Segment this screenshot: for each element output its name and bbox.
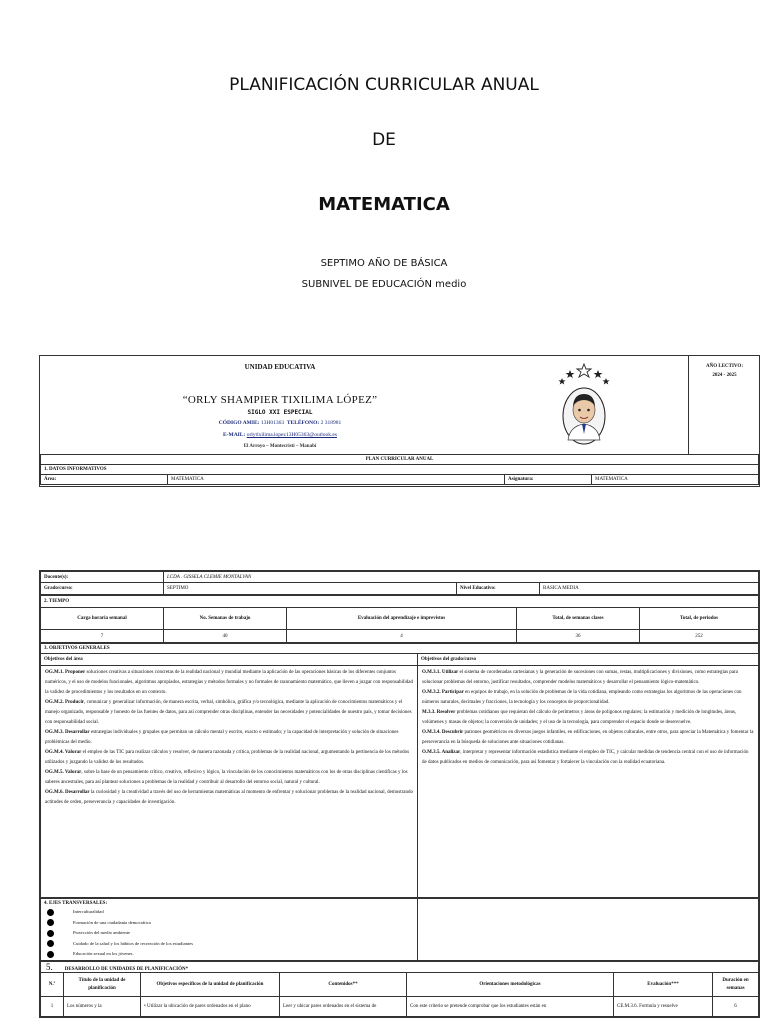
desarrollo-header-contenidos: Contenidos** bbox=[280, 973, 407, 997]
objetivos-grado-header: Objetivos del grado/curso bbox=[418, 654, 759, 666]
ejes-empty-cell bbox=[418, 899, 759, 961]
plan-details-box bbox=[39, 570, 760, 1018]
area-label: Área: bbox=[41, 475, 168, 485]
objetivo-grado-item: O.M.3.1. Utilizar el sistema de coordenadas cartesianas y la generación de sucesiones con sumas, restas, multiplicaciones y divisiones, como estrategias para solucionar problemas del entorno, justificar resultados, comprender modelos matemáticos y desarrollar el pensamiento lógico-matemático. bbox=[422, 670, 738, 685]
ejes-list bbox=[44, 907, 414, 960]
tiempo-header-carga: Carga horaria semanal bbox=[41, 608, 164, 630]
objetivo-grado-item: O.M.3.4. Descubrir patrones geométricos en diversos juegos infantiles, en edificaciones, en objetos culturales, entre otros, para apreciar la Matemática y fomentar la perseverancia en la búsqueda de soluciones ante situaciones cotidianas. bbox=[422, 730, 754, 745]
tiempo-header-total-periodos: Total, de periodos bbox=[640, 608, 759, 630]
anio-lectivo: AÑO LECTIVO: 2024 - 2025 bbox=[706, 364, 743, 378]
objetivos-grado-list bbox=[418, 666, 759, 898]
objetivos-heading: 3. OBJETIVOS GENERALES bbox=[41, 644, 759, 654]
objetivo-area-item: OG.M.6. Desarrollar la curiosidad y la creatividad a través del uso de herramientas matemáticas al momento de enfrentar y solucionar problemas de la realidad nacional, demostrando actitudes de orden, perseverancia y capacidades de investigación. bbox=[45, 790, 413, 805]
cover-sublevel: SUBNIVEL DE EDUCACIÓN medio bbox=[301, 279, 467, 290]
objetivo-grado-item: O.M.3.2. Participar en equipos de trabajo, en la solución de problemas de la vida cotidiana, empleando como estrategias los algoritmos de las operaciones con números naturales, decimales y fracciones, la tecnología y los conceptos de proporcionalidad. bbox=[422, 690, 742, 705]
docente-value: LCDA . GISSELA CLEMIE MONTALVAN bbox=[164, 572, 759, 583]
school-address: El Arroyo – Montecristi – Manabí bbox=[243, 444, 317, 449]
cover-subject: MATEMATICA bbox=[318, 194, 450, 215]
tiempo-table bbox=[40, 595, 759, 643]
desarrollo-heading-cell bbox=[41, 962, 759, 973]
objetivo-area-item: OG.M.4. Valorar el empleo de las TIC para realizar cálculos y resolver, de manera razonada y crítica, problemas de la realidad nacional, argumentando la pertinencia de los métodos utilizados y juzgando la validez de los resultados. bbox=[45, 750, 410, 765]
desarrollo-header-orientaciones: Orientaciones metodológicas bbox=[407, 973, 614, 997]
school-codigo: CÓDIGO AMIE: 13H01363 TELÉFONO: 2 318981 bbox=[218, 420, 342, 426]
tiempo-heading: 2. TIEMPO bbox=[41, 596, 759, 608]
docente-label: Docente(s): bbox=[41, 572, 164, 583]
tiempo-value-carga: 7 bbox=[41, 630, 164, 643]
cover-title-line2: DE bbox=[372, 130, 396, 150]
grado-value: SEPTIMO bbox=[164, 583, 457, 595]
desarrollo-cell-contenidos: Leer y ubicar pares ordenados en el sistema de bbox=[280, 997, 407, 1017]
school-info bbox=[40, 356, 520, 454]
school-logo-icon bbox=[556, 362, 612, 446]
objetivo-area-item: OG.M.3. Desarrollar estrategias individuales y grupales que permitan un cálculo mental y escrito, exacto o estimado; y la capacidad de interpretación y solución de situaciones problémicas del medio. bbox=[45, 730, 399, 745]
desarrollo-cell-duracion: 6 bbox=[713, 997, 759, 1017]
objetivo-grado-item: M.3.3. Resolver problemas cotidianos que requieran del cálculo de perímetros y áreas de polígonos regulares; la estimación y medición de longitudes, áreas, volúmenes y masas de objetos; la conversión de unidades; y el uso de la tecnología, para comprender el espacio donde se desenvuelve. bbox=[422, 710, 737, 725]
asignatura-value: MATEMATICA bbox=[592, 475, 759, 485]
school-email: E-MAIL: orlytlxilima.lopez13H05363@outlook.es bbox=[223, 432, 337, 438]
desarrollo-header-titulo: Título de la unidad de planificación bbox=[64, 973, 141, 997]
eje-item: Educación sexual en los jóvenes. bbox=[47, 949, 414, 960]
desarrollo-cell-objetivos: • Utilizar la ubicación de pares ordenados en el plano bbox=[141, 997, 280, 1017]
eje-item: Formación de una ciudadanía democrática bbox=[47, 918, 414, 929]
desarrollo-cell-numero: 1 bbox=[41, 997, 64, 1017]
tiempo-value-evaluacion: 4 bbox=[287, 630, 517, 643]
desarrollo-table bbox=[40, 961, 759, 1017]
desarrollo-header-objetivos: Objetivos específicos de la unidad de planificación bbox=[141, 973, 280, 997]
eje-item: Interculturalidad bbox=[47, 907, 414, 918]
school-email-link[interactable]: orlytlxilima.lopez13H05363@outlook.es bbox=[246, 432, 337, 438]
cover-grade: SEPTIMO AÑO DE BÁSICA bbox=[320, 258, 448, 269]
cover-title-line1: PLANIFICACIÓN CURRICULAR ANUAL bbox=[229, 75, 539, 95]
unidad-educativa-label: UNIDAD EDUCATIVA bbox=[244, 363, 316, 371]
docente-table bbox=[40, 571, 759, 595]
ejes-heading: 4. EJES TRANSVERSALES: bbox=[44, 901, 108, 906]
desarrollo-header-numero: N.º bbox=[41, 973, 64, 997]
school-header-box bbox=[39, 355, 760, 487]
desarrollo-title: DESARROLLO DE UNIDADES DE PLANIFICACIÓN* bbox=[64, 967, 189, 972]
tiempo-header-evaluacion: Evaluación del aprendizaje e imprevistos bbox=[287, 608, 517, 630]
school-siglo: SIGLO XXI ESPECIAL bbox=[247, 409, 313, 416]
desarrollo-cell-evaluacion: CE.M.3.6. Formula y resuelve bbox=[614, 997, 713, 1017]
tiempo-header-semanas: No. Semanas de trabajo bbox=[164, 608, 287, 630]
school-name: “ORLY SHAMPIER TIXILIMA LÓPEZ” bbox=[182, 394, 378, 406]
objetivo-grado-item: O.M.3.5. Analizar, interpretar y representar información estadística mediante el empleo de TIC, y calcular medidas de tendencia central con el uso de información de datos publicados en medios de comunicación, para así fomentar y fortalecer la vinculación con la realidad ecuatoriana. bbox=[422, 750, 749, 765]
nivel-label: Nivel Educativo: bbox=[457, 583, 540, 595]
desarrollo-cell-titulo: Los números y la bbox=[64, 997, 141, 1017]
tiempo-value-total-semanas: 36 bbox=[517, 630, 640, 643]
nivel-value: BASICA MEDIA bbox=[540, 583, 759, 595]
eje-item: Protección del medio ambiente bbox=[47, 928, 414, 939]
tiempo-value-total-periodos: 252 bbox=[640, 630, 759, 643]
datos-informativos-table bbox=[40, 454, 759, 485]
grado-label: Grado/curso: bbox=[41, 583, 164, 595]
desarrollo-header-evaluacion: Evaluación*** bbox=[614, 973, 713, 997]
tiempo-value-semanas: 40 bbox=[164, 630, 287, 643]
desarrollo-number: 5. bbox=[46, 962, 53, 972]
objetivos-area-list bbox=[41, 666, 418, 898]
objetivo-area-item: OG.M.2. Producir, comunicar y generalizar información, de manera escrita, verbal, simbólica, gráfica y/o tecnológica, mediante la aplicación de conocimientos matemáticos y el manejo organizado, responsable y honesto de las fuentes de datos, para así comprender otras disciplinas, entender las necesidades y potencialidades de nuestro país, y tomar decisiones con responsabilidad social. bbox=[45, 700, 412, 725]
area-value: MATEMATICA bbox=[168, 475, 505, 485]
desarrollo-header-duracion: Duración en semanas bbox=[713, 973, 759, 997]
objetivos-area-header: Objetivos del área bbox=[41, 654, 418, 666]
objetivo-area-item: OG.M.5. Valorar, sobre la base de un pensamiento crítico, creativo, reflexivo y lógico, la vinculación de los conocimientos matemáticos con los de otras disciplinas científicas y los saberes ancestrales, para así plantear soluciones a problemas de la realidad y contribuir al desarrollo del entorno social, natural y cultural. bbox=[45, 770, 408, 785]
objetivo-area-item: OG.M.1. Proponer soluciones creativas a situaciones concretas de la realidad nacional y mundial mediante la aplicación de las operaciones básicas de los diferentes conjuntos numéricos, y el uso de modelos funcionales, algoritmos apropiados, estrategias y métodos formales y no formales de razonamiento matemático, que lleven a juzgar con responsabilidad la validez de procedimientos y los resultados en un contexto. bbox=[45, 670, 413, 695]
objetivos-table bbox=[40, 643, 759, 898]
eje-item: Cuidado de la salud y los hábitos de recreación de los estudiantes bbox=[47, 939, 414, 950]
datos-informativos-heading: 1. DATOS INFORMATIVOS bbox=[41, 465, 759, 475]
asignatura-label: Asignatura: bbox=[505, 475, 592, 485]
plan-curricular-title: PLAN CURRICULAR ANUAL bbox=[41, 455, 759, 465]
tiempo-header-total-semanas: Total, de semanas clases bbox=[517, 608, 640, 630]
ejes-cell bbox=[41, 899, 418, 961]
ejes-table bbox=[40, 898, 759, 961]
desarrollo-cell-orientaciones: Con este criterio se pretende comprobar que los estudiantes están en bbox=[407, 997, 614, 1017]
